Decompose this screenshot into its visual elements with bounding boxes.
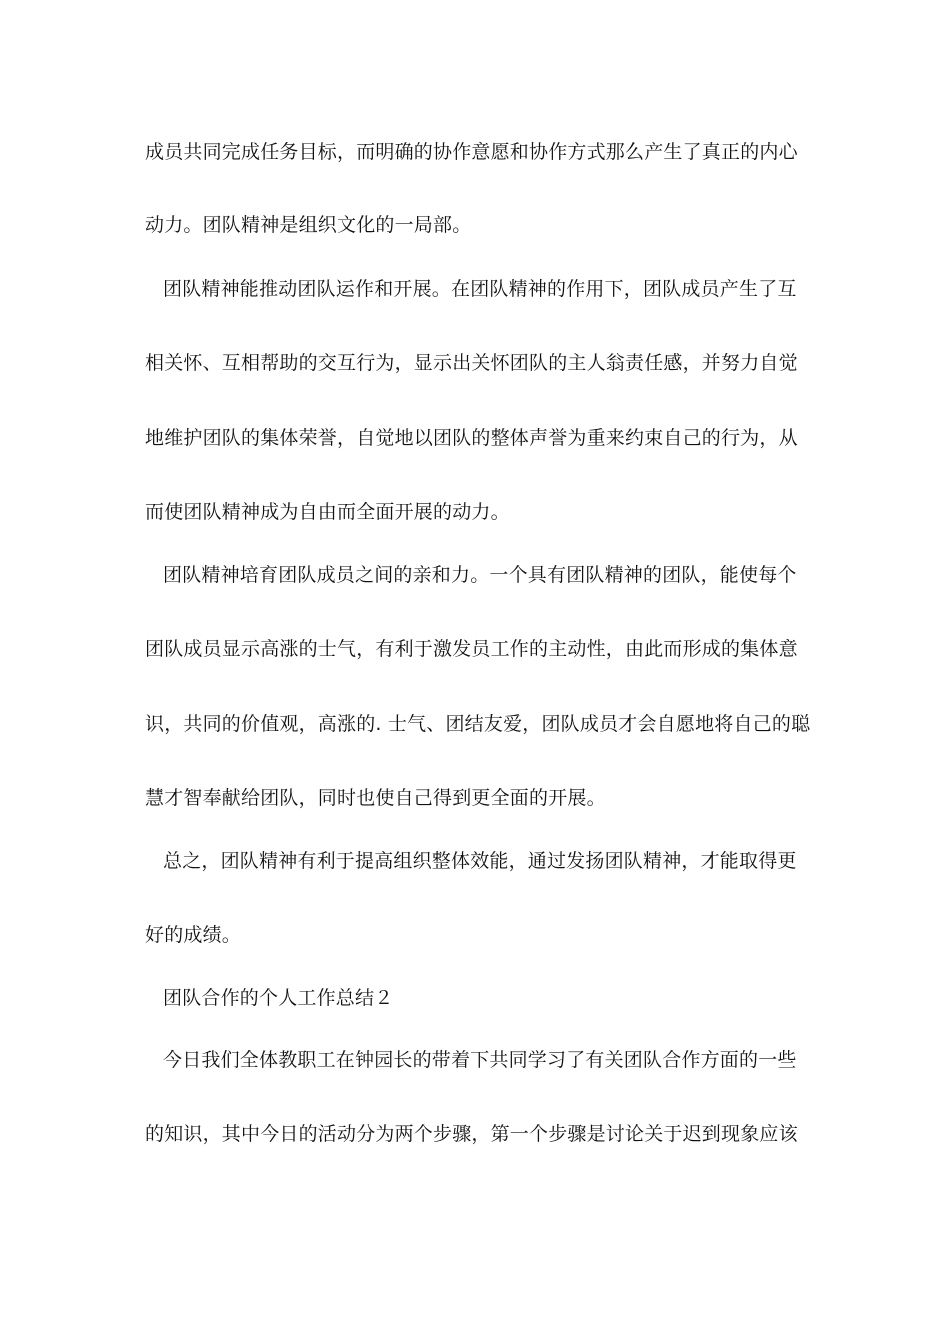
- section-heading: 团队合作的个人工作总结２: [163, 987, 394, 1009]
- paragraph-line: 团队成员显示高涨的士气，有利于激发员工作的主动性，由此而形成的集体意: [145, 638, 798, 660]
- paragraph-line: 慧才智奉献给团队，同时也使自己得到更全面的开展。: [145, 787, 606, 809]
- paragraph-line: 成员共同完成任务目标，而明确的协作意愿和协作方式那么产生了真正的内心: [145, 141, 798, 163]
- paragraph-line: 而使团队精神成为自由而全面开展的动力。: [145, 501, 510, 523]
- paragraph-line: 地维护团队的集体荣誉，自觉地以团队的整体声誉为重来约束自己的行为，从: [145, 427, 798, 449]
- paragraph-line: 好的成绩。: [145, 924, 242, 946]
- paragraph-line: 相关怀、互相帮助的交互行为，显示出关怀团队的主人翁责任感，并努力自觉: [145, 352, 798, 374]
- paragraph-line: 今日我们全体教职工在钟园长的带着下共同学习了有关团队合作方面的一些: [163, 1049, 797, 1071]
- paragraph-line: 识，共同的价值观，高涨的. 士气、团结友爱，团队成员才会自愿地将自己的聪: [145, 713, 811, 735]
- paragraph-line: 总之，团队精神有利于提高组织整体效能，通过发扬团队精神，才能取得更: [163, 850, 797, 872]
- paragraph-line: 团队精神培育团队成员之间的亲和力。一个具有团队精神的团队，能使每个: [163, 564, 797, 586]
- paragraph-line: 的知识，其中今日的活动分为两个步骤，第一个步骤是讨论关于迟到现象应该: [145, 1123, 798, 1145]
- paragraph-line: 动力。团队精神是组织文化的一局部。: [145, 214, 472, 236]
- paragraph-line: 团队精神能推动团队运作和开展。在团队精神的作用下，团队成员产生了互: [163, 278, 797, 300]
